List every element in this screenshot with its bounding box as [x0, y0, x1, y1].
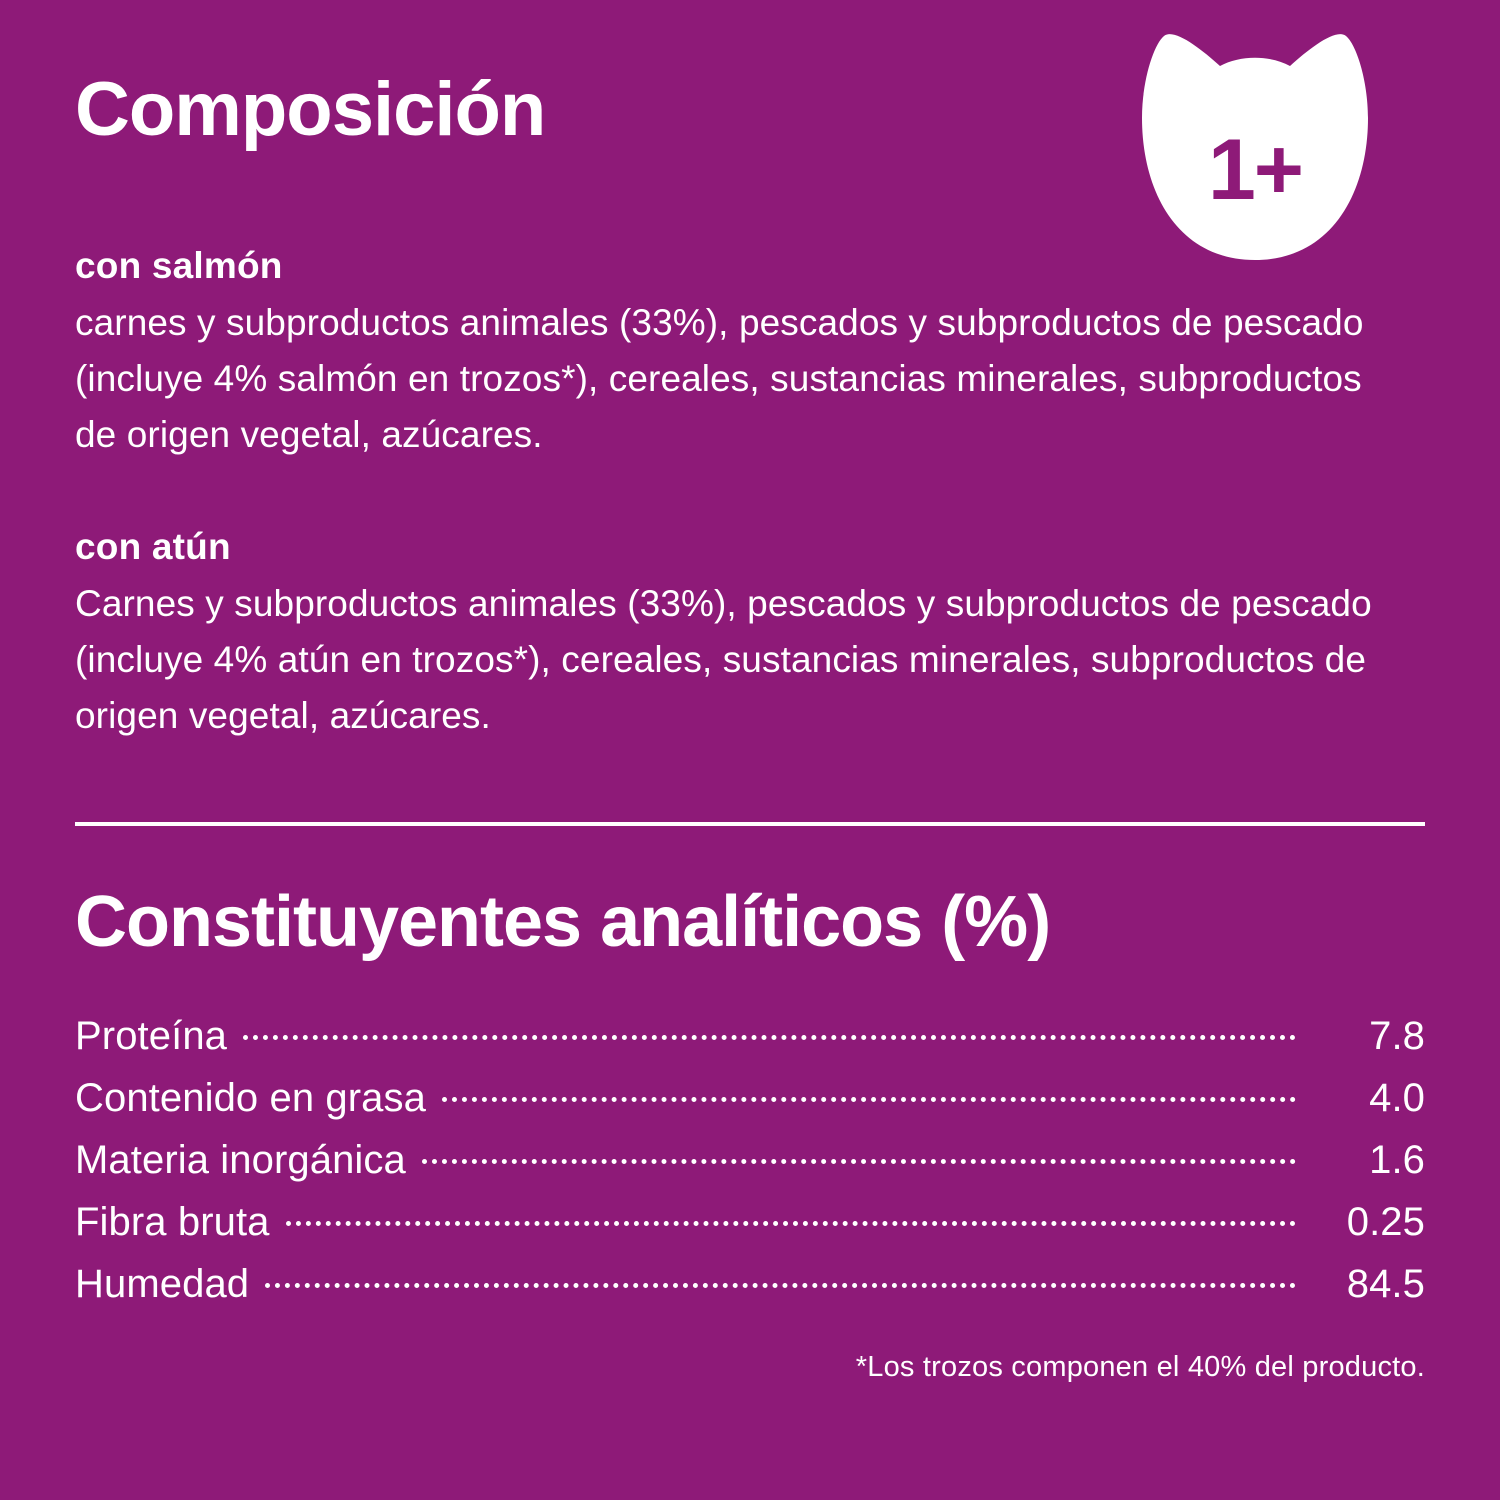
nutrient-label: Fibra bruta	[75, 1200, 270, 1245]
age-badge-label: 1+	[1207, 122, 1303, 218]
section-divider	[75, 822, 1425, 826]
nutrient-label: Humedad	[75, 1262, 250, 1307]
nutrient-label: Proteína	[75, 1014, 228, 1059]
nutrient-label: Materia inorgánica	[75, 1138, 406, 1183]
page-title: Composición	[75, 67, 546, 152]
nutrient-value: 7.8	[1369, 1014, 1425, 1059]
analytical-table	[75, 1005, 1425, 1315]
leader-dots	[442, 1097, 1296, 1102]
variant-ingredients: Carnes y subproductos animales (33%), pescados y subproductos de pescado (incluye 4% atún en trozos*), cereales, sustancias minerales, subproductos de origen vegetal, azúcares.	[75, 582, 1372, 736]
cat-head-icon	[1120, 22, 1390, 277]
variant-ingredients: carnes y subproductos animales (33%), pescados y subproductos de pescado (incluye 4% salmón en trozos*), cereales, sustancias minerales, subproductos de origen vegetal, azúcares.	[75, 301, 1364, 456]
leader-dots	[286, 1221, 1296, 1226]
footnote: *Los trozos componen el 40% del producto.	[855, 1351, 1425, 1384]
analytical-title: Constituyentes analíticos (%)	[75, 882, 1051, 963]
leader-dots	[243, 1035, 1296, 1040]
table-row	[75, 1129, 1425, 1191]
variant-name: con salmón	[75, 244, 283, 286]
variant-name: con atún	[75, 525, 231, 567]
composition-variant-salmon	[75, 245, 1425, 464]
table-row	[75, 1191, 1425, 1253]
table-row	[75, 1067, 1425, 1129]
nutrient-value: 1.6	[1369, 1138, 1425, 1183]
composition-variant-tuna	[75, 526, 1425, 745]
table-row	[75, 1253, 1425, 1315]
leader-dots	[265, 1283, 1296, 1288]
nutrient-value: 4.0	[1369, 1076, 1425, 1121]
nutrient-value: 0.25	[1346, 1200, 1425, 1245]
leader-dots	[422, 1159, 1296, 1164]
nutrient-label: Contenido en grasa	[75, 1076, 426, 1121]
table-row	[75, 1005, 1425, 1067]
nutrient-value: 84.5	[1346, 1262, 1425, 1307]
